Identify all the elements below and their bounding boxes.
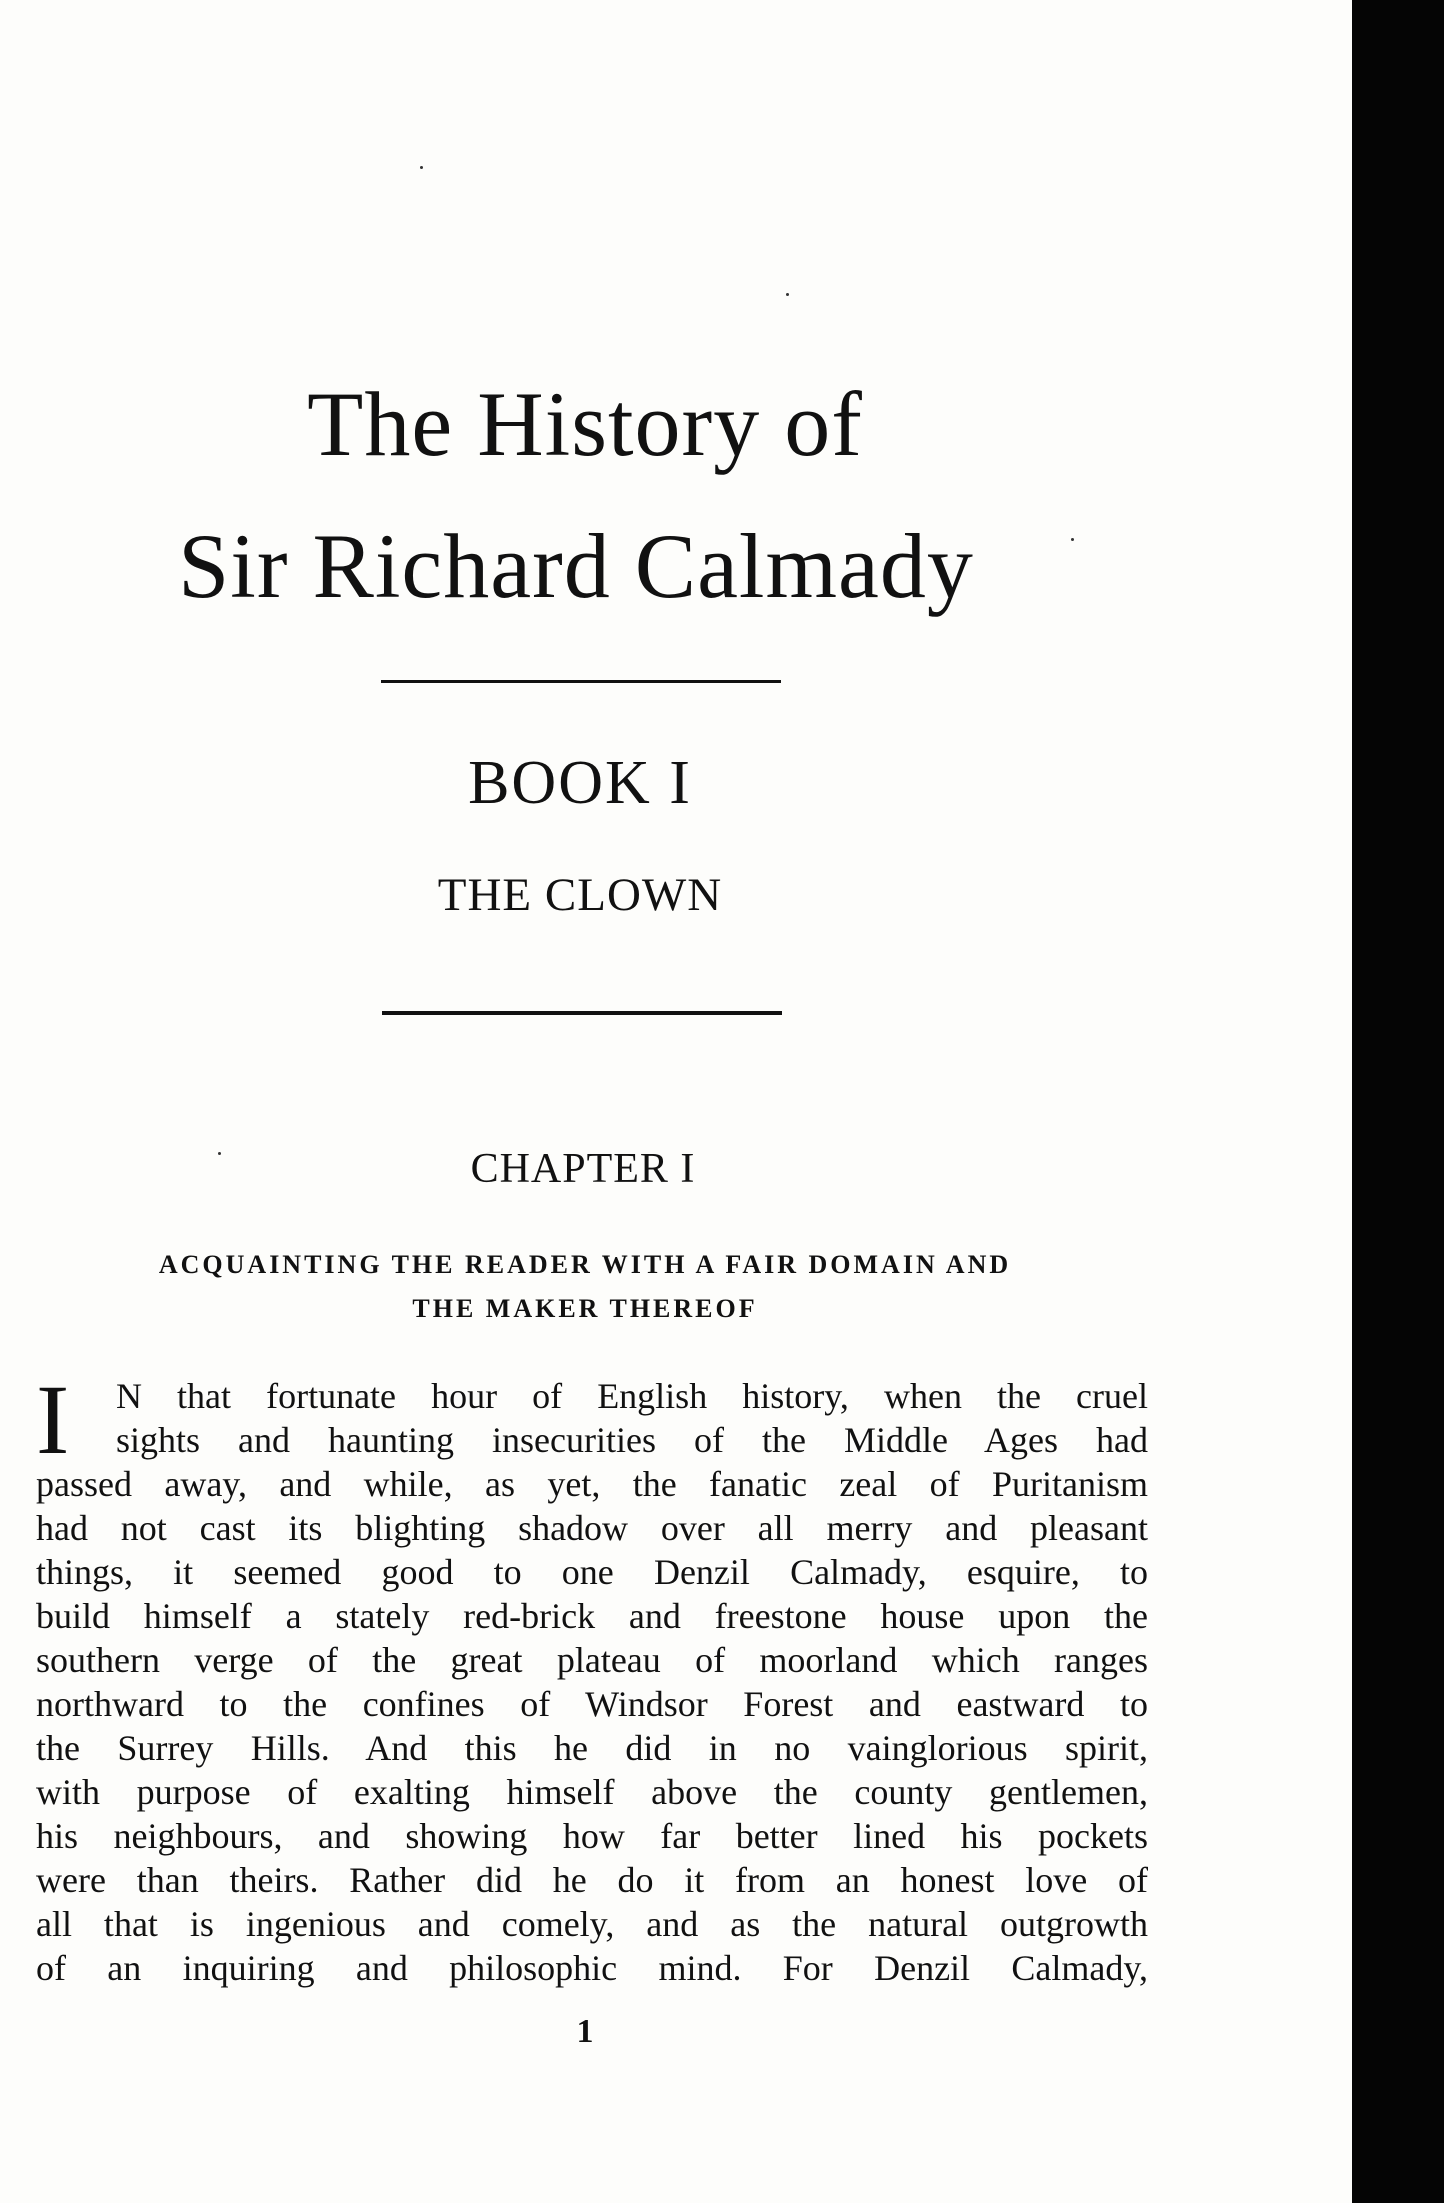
body-line: N that fortunate hour of English history, when the cruel [116, 1376, 1148, 1416]
chapter-subtitle-line-2: THE MAKER THEREOF [412, 1294, 758, 1323]
body-line: the Surrey Hills. And this he did in no vainglorious spirit, [36, 1728, 1148, 1768]
page-number: 1 [576, 2013, 594, 2050]
book-title-line-2: Sir Richard Calmady [178, 515, 974, 617]
body-line: had not cast its blighting shadow over all merry and pleasant [36, 1508, 1148, 1548]
body-line: all that is ingenious and comely, and as the natural outgrowth [36, 1904, 1148, 1944]
book-divider [382, 1011, 782, 1015]
chapter-body [36, 1364, 1148, 1990]
book-title-line-1: The History of [307, 373, 863, 475]
paper-speck [218, 1152, 221, 1155]
body-line: sights and haunting insecurities of the Middle Ages had [116, 1420, 1148, 1460]
body-line: his neighbours, and showing how far better lined his pockets [36, 1816, 1148, 1856]
body-line: with purpose of exalting himself above the county gentlemen, [36, 1772, 1148, 1812]
paper-speck [1071, 538, 1074, 541]
chapter-subtitle-line-1: ACQUAINTING THE READER WITH A FAIR DOMAIN AND [158, 1250, 1012, 1279]
chapter-heading: CHAPTER I [470, 1146, 696, 1192]
paper-speck [420, 166, 423, 169]
body-line: southern verge of the great plateau of moorland which ranges [36, 1640, 1148, 1680]
drop-cap: I [36, 1364, 70, 1475]
body-line: things, it seemed good to one Denzil Calmady, esquire, to [36, 1552, 1148, 1592]
book-name: THE CLOWN [437, 869, 723, 921]
scan-edge [1352, 0, 1444, 2203]
body-line: build himself a stately red-brick and freestone house upon the [36, 1596, 1148, 1636]
body-line: passed away, and while, as yet, the fanatic zeal of Puritanism [36, 1464, 1148, 1504]
body-line: northward to the confines of Windsor Forest and eastward to [36, 1684, 1148, 1724]
book-number: BOOK I [468, 749, 692, 817]
body-line: of an inquiring and philosophic mind. For Denzil Calmady, [36, 1948, 1148, 1988]
body-line: were than theirs. Rather did he do it from an honest love of [36, 1860, 1148, 1900]
title-divider [381, 680, 781, 683]
paper-speck [786, 293, 789, 296]
chapter-subtitle [70, 1243, 1100, 1331]
